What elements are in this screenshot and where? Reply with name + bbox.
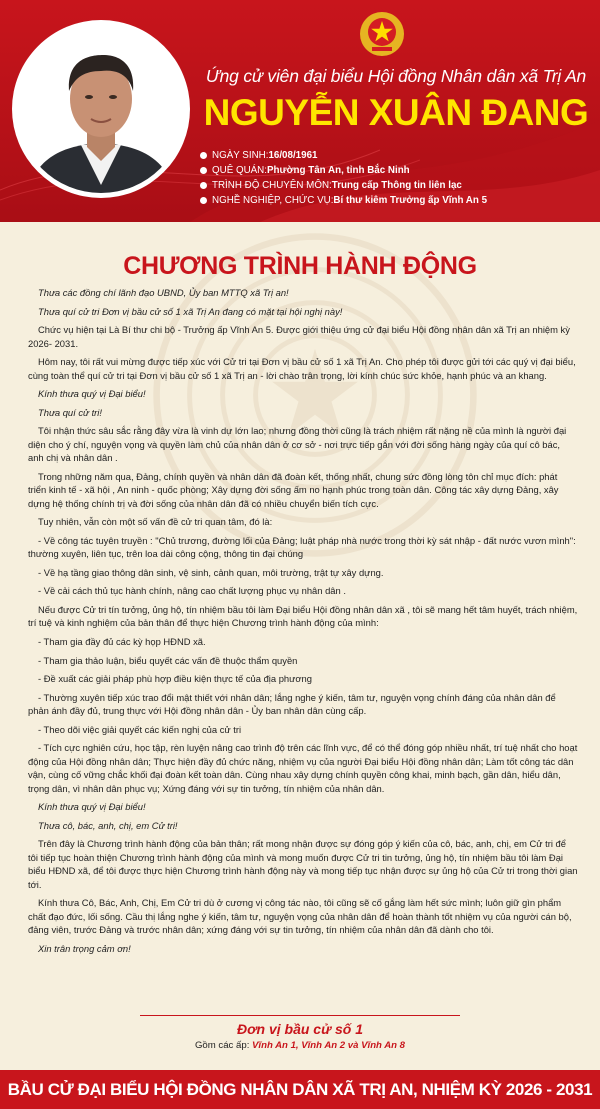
program-paragraph: Xin trân trọng cảm ơn! [38,942,131,954]
program-paragraph: Kính thưa quý vị Đại biểu! [38,801,146,813]
hamlets-list: Vĩnh An 1, Vĩnh An 2 và Vĩnh An 8 [252,1040,406,1051]
program-paragraph: - Thường xuyên tiếp xúc trao đổi mật thiết với nhân dân; lắng nghe ý kiến, tâm tư, nguyện vọng chính đáng của nhân dân để phản ánh đầy đủ, trung thực với Hội đồng nhân dân - Ủy ban nhân dân cùng cấp. [28,691,556,717]
info-row-occupation [200,193,595,208]
program-paragraph: Thưa cô, bác, anh, chị, em Cử tri! [38,819,178,831]
national-emblem-icon [358,10,406,58]
program-paragraph: Thưa quí cử tri! [38,406,102,418]
candidate-subtitle: Ứng cử viên đại biểu Hội đồng Nhân dân xã Trị An [205,66,587,86]
program-paragraph: Thưa quí cử tri Đơn vị bầu cử số 1 xã Trị An đang có mặt tại hội nghị này! [38,305,343,317]
info-label: NGÀY SINH: [212,150,269,161]
bullet-icon [200,152,207,159]
info-value: Bí thư kiêm Trưởng ấp Vĩnh An 5 [333,195,488,206]
program-paragraph: - Tích cực nghiên cứu, học tập, rèn luyện nâng cao trình độ trên các lĩnh vực, để có thể đóng góp nhiều nhất, trí tuệ nhất cho hoạt động của Hội đồng nhân dân; Thực hiện đầy đủ chức năng, nhiệm vụ của người Đại biểu Hội đồng nhân dân; Làm tốt công tác dân vận, cùng cố vững chắc khối đại đoàn kết toàn dân. Cùng nhau xây dựng chính quyền công khai, minh bạch, gần dân, hiểu dân, trọng dân, vì nhân dân phục vụ; Xứng đáng với sự tin tưởng, tín nhiệm của nhân dân. [28,742,578,794]
info-row-hometown [200,163,595,178]
bullet-icon [200,167,207,174]
program-content [28,286,578,960]
info-label: TRÌNH ĐỘ CHUYÊN MÔN: [212,180,332,191]
footer-banner: BẦU CỬ ĐẠI BIỂU HỘI ĐỒNG NHÂN DÂN XÃ TRỊ AN, NHIỆM KỲ 2026 - 2031 [0,1070,600,1109]
info-label: NGHỀ NGHIỆP, CHỨC VỤ: [212,195,334,206]
program-paragraph: - Về cải cách thủ tục hành chính, nâng cao chất lượng phục vụ nhân dân . [38,585,346,597]
info-value: Phường Tân An, tỉnh Bắc Ninh [266,165,410,176]
program-paragraph: Tuy nhiên, vẫn còn một số vấn đề cử tri quan tâm, đó là: [38,516,273,528]
candidate-portrait [17,25,185,193]
program-paragraph: Nếu được Cử tri tín tưởng, ủng hộ, tín nhiệm bầu tôi làm Đại biểu Hội đồng nhân dân xã , tôi sẽ mang hết tâm huyết, trách nhiệm, trí tuệ và kinh nghiệm của bản thân để thực hiện Chương trình hành động của mình: [28,603,578,629]
program-paragraph: Trong những năm qua, Đảng, chính quyền và nhân dân đã đoàn kết, thống nhất, chung sức đồng lòng tôn chỉ mục đích: phát triển kinh tế - xã hội , An ninh - quốc phòng; Xây dựng đời sống ấm no hạnh phúc trong toàn dân. Công tác xây dựng Đảng, xây dựng hệ thống chính trị và đời sống của nhân dân đã có nhiều chuyển biến tích cực. [28,470,559,509]
program-paragraph: Trên đây là Chương trình hành động của bản thân; rất mong nhận được sự đóng góp ý kiến của cô, bác, anh, chị, em Cử tri để tôi tiếp tục hoàn thiện Chương trình hành động của mình và mong muốn được Cử tri tin tưởng, ủng hộ, tín nhiệm bầu tôi làm Đại biểu HĐND xã, để tôi được thực hiện Chương trình hành động này và mong tiếp tục nhận được sự ủng hộ của Cử tri trong thời gian tới. [28,838,578,890]
candidate-name: NGUYỄN XUÂN ĐANG [203,92,589,133]
program-paragraph: - Theo dõi việc giải quyết các kiến nghị của cử tri [38,723,242,735]
program-paragraph: Kính thưa quý vị Đại biểu! [38,388,146,400]
program-paragraph: Hôm nay, tôi rất vui mừng được tiếp xúc với Cử tri tại Đơn vị bầu cử số 1 xã Trị An. Cho phép tôi được gửi tới các quý vị đại biểu, cùng toàn thể quí cử tri tại Đơn vị bầu cử số 1 xã Trị an - lời chào trân trọng, lời kính chúc sức khỏe, hạnh phúc và an khang. [28,356,576,381]
info-value: Trung cấp Thông tin liên lạc [331,180,462,191]
candidate-photo-frame [12,20,190,198]
bullet-icon [200,182,207,189]
program-paragraph: Thưa các đồng chí lãnh đạo UBND, Ủy ban MTTQ xã Trị an! [38,287,289,298]
candidate-info-list [200,148,595,208]
program-paragraph: - Tham gia đầy đủ các kỳ họp HĐND xã. [38,635,206,647]
program-paragraph: - Đề xuất các giải pháp phù hợp điều kiện thực tế của địa phương [38,673,312,685]
program-title: CHƯƠNG TRÌNH HÀNH ĐỘNG [123,252,477,280]
program-paragraph: Tôi nhận thức sâu sắc rằng đây vừa là vinh dự lớn lao; nhưng đồng thời cũng là trách nhiệm rất nặng nề của mình là người đại diện cho ý chí, nguyện vọng và quyền làm chủ của nhân dân ở cơ sở - nơi trực tiếp gắn với đời sống hàng ngày của quí cô bác, anh chị và nhân dân . [28,425,567,464]
divider [140,1015,460,1016]
hamlets-prefix: Gồm các ấp: [194,1040,253,1051]
info-row-education [200,178,595,193]
info-label: QUÊ QUÁN: [212,165,267,176]
info-row-birthdate [200,148,595,163]
electoral-unit-title: Đơn vị bầu cử số 1 [237,1021,363,1037]
header-banner [0,0,600,222]
electoral-unit-hamlets [0,1040,600,1051]
info-value: 16/08/1961 [268,150,318,161]
program-paragraph: - Về hạ tầng giao thông dân sinh, vệ sinh, cảnh quan, môi trường, trật tự xây dựng. [38,566,384,578]
program-paragraph: - Về công tác tuyên truyền : "Chủ trương, đường lối của Đảng; luật pháp nhà nước trong thời kỳ sát nhập - đất nước vươn mình": thường xuyên, liên tục, trên loa dài công cộng, thông tin đại chúng [28,534,576,560]
program-paragraph: Kính thưa Cô, Bác, Anh, Chị, Em Cử tri dù ở cương vị công tác nào, tôi cũng sẽ cố gắng làm hết sức mình; luôn giữ gìn phẩm chất đạo đức, lối sống. Cầu thị lắng nghe ý kiến, tâm tư, nguyện vọng của nhân dân để hoàn thành tốt nhiệm vụ của người cán bộ, đảng viên, trước Đảng và trước nhân dân; xứng đáng với sự tin tưởng, tín nhiệm của nhân dân đã dành cho tôi. [28,897,572,935]
bullet-icon [200,197,207,204]
program-paragraph: Chức vụ hiện tại Là Bí thư chi bộ - Trưởng ấp Vĩnh An 5. Được giới thiệu ứng cử đại biểu Hội đồng nhân dân xã Trị an nhiệm kỳ 2026- 2031. [28,324,570,349]
program-paragraph: - Tham gia thảo luận, biểu quyết các vấn đề thuộc thẩm quyền [38,654,298,666]
